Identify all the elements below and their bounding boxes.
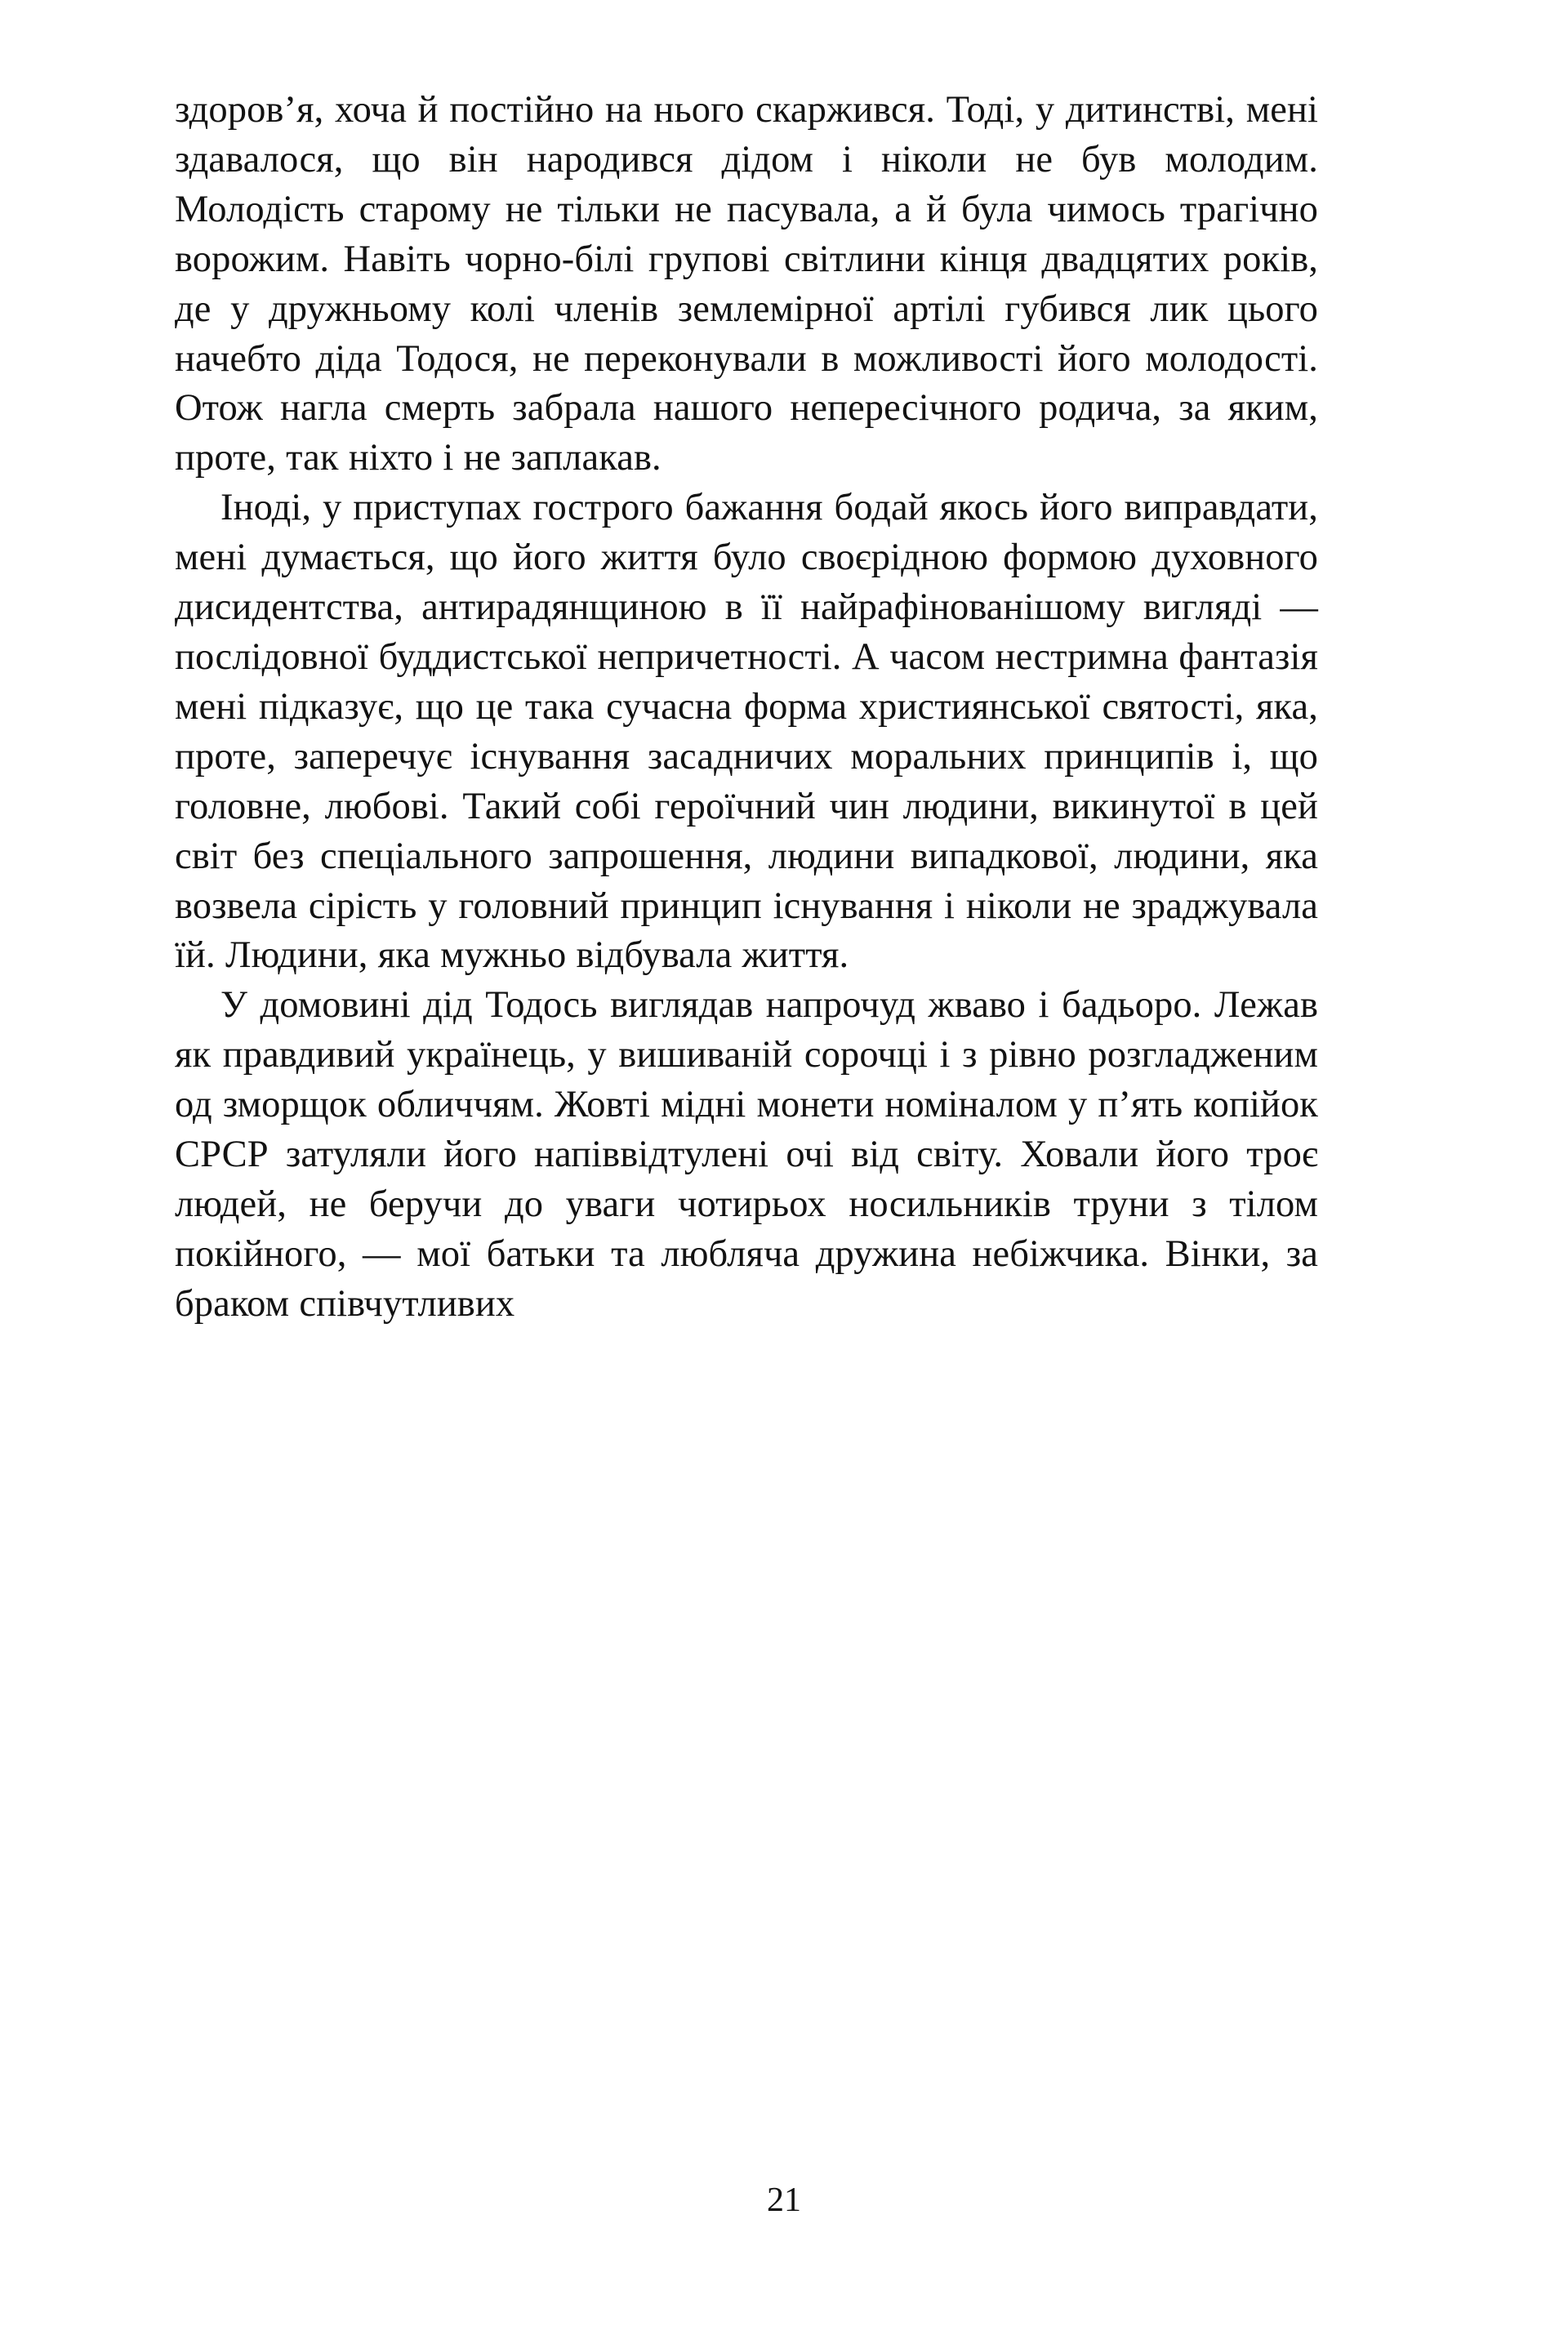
- paragraph: У домовині дід Тодось виглядав напрочуд жваво і бадьоро. Лежав як правдивий українець, у вишиваній сорочці і з рівно розгладженим од зморщок обличчям. Жовті мідні монети номіналом у п’ять копійок СРСР затуляли його напіввідтулені очі від світу. Ховали його троє людей, не беручи до уваги чотирьох носильників труни з тілом покійного, — мої батьки та любляча дружина небіжчика. Вінки, за браком співчутливих: [175, 984, 1318, 1325]
- page-number: 21: [767, 2181, 801, 2219]
- body-text-column: [175, 86, 1318, 1330]
- paragraph: Іноді, у приступах гострого бажання бодай якось його виправдати, мені думається, що його життя було своєрідною формою духовного дисидентства, антирадянщиною в її найрафінованішому вигляді — послідовної буддистської непричетності. А часом нестримна фантазія мені підказує, що це така сучасна форма християнської святості, яка, проте, заперечує існування засадничих моральних принципів і, що головне, любові. Такий собі героїчний чин людини, викинутої в цей світ без спеціального запрошення, людини випадкової, людини, яка возвела сірість у головний принцип існування і ніколи не зраджувала їй. Людини, яка мужньо відбувала життя.: [175, 487, 1318, 977]
- paragraph-continued: здоров’я, хоча й постійно на нього скаржився. Тоді, у дитинстві, мені здавалося, що він народився дідом і ніколи не був молодим. Молодість старому не тільки не пасувала, а й була чимось трагічно ворожим. Навіть чорно-білі групові світлини кінця двадцятих років, де у дружньому колі членів землемірної артілі губився лик цього начебто діда Тодося, не переконували в можливості його молодості. Отож нагла смерть забрала нашого непересічного родича, за яким, проте, так ніхто і не заплакав.: [175, 89, 1318, 479]
